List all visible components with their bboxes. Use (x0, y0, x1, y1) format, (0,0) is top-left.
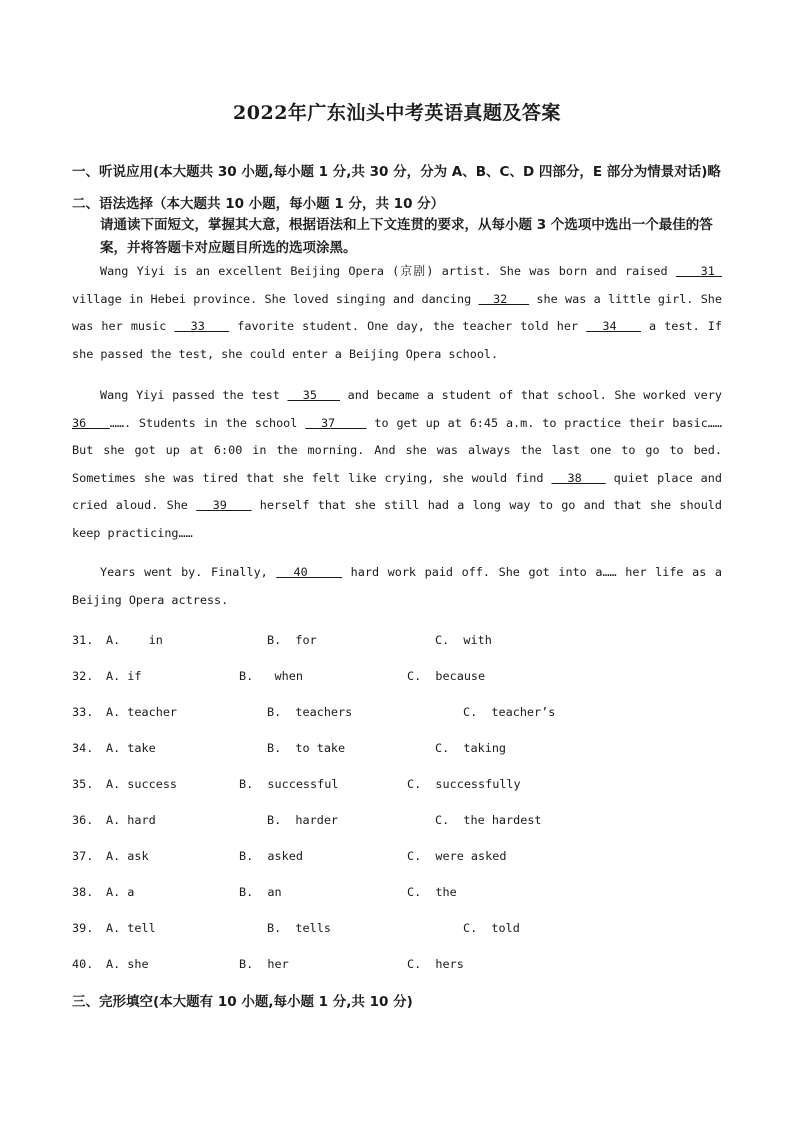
blank-36: 36 (72, 415, 110, 430)
option-c: C. with (435, 633, 492, 647)
blank-37: 37 (305, 415, 367, 430)
passage-text: quiet place and cried aloud. She (72, 470, 722, 512)
option-c: C. the (407, 885, 457, 899)
passage-text: Wang Yiyi is an excellent Beijing Opera (京剧) artist. She was born and raised (100, 264, 676, 278)
option-a: A. she (106, 957, 149, 971)
option-c: C. were asked (407, 849, 507, 863)
passage-text: favorite student. One day, the teacher told her (229, 319, 587, 333)
option-c: C. teacher’s (463, 705, 556, 719)
section-2-instruction: 请通读下面短文，掌握其大意，根据语法和上下文连贯的要求，从每小题 3 个选项中选出一个最佳的答案，并将答题卡对应题目所选的选项涂黑。 (100, 217, 713, 256)
option-a: A. a (106, 885, 135, 899)
question-number: 39. (72, 921, 94, 935)
question-35 (72, 777, 732, 795)
option-b: B. harder (267, 813, 339, 827)
option-b: B. an (239, 885, 282, 899)
option-a: A. in (106, 633, 163, 647)
option-b: B. teachers (267, 705, 353, 719)
option-c: C. hers (407, 957, 464, 971)
option-c: C. the hardest (435, 813, 542, 827)
option-b: B. her (239, 957, 289, 971)
option-b: B. successful (239, 777, 339, 791)
question-number: 40. (72, 957, 94, 971)
document-title: 2022年广东汕头中考英语真题及答案 (233, 102, 561, 124)
question-40 (72, 957, 732, 975)
blank-33: 33 (174, 319, 230, 333)
section-3-heading: 三、完形填空(本大题有 10 小题,每小题 1 分,共 10 分) (72, 994, 413, 1010)
blank-35: 35 (287, 388, 340, 402)
passage-text: to get up at 6:45 a.m. to practice their basic……But she got up at 6:00 in the morning. And she was always the last one to go to bed. Sometimes she was tired that she felt like crying, she would find (72, 415, 723, 485)
option-c: C. because (407, 669, 486, 683)
option-a: A. if (106, 669, 142, 683)
passage-text: herself that she still had a long way to go and that she should keep practicing…… (72, 498, 723, 540)
passage-text: Years went by. Finally, (100, 565, 277, 579)
option-c: C. taking (435, 741, 507, 755)
option-b: B. asked (239, 849, 303, 863)
option-b: B. to take (267, 741, 346, 755)
passage-text: Wang Yiyi passed the test (100, 388, 288, 402)
passage-paragraph-2 (72, 382, 722, 547)
blank-31: 31 (675, 264, 722, 278)
question-38 (72, 885, 732, 903)
question-number: 37. (72, 849, 94, 863)
blank-32: 32 (478, 291, 530, 306)
blank-34: 34 (586, 319, 641, 333)
section-2-heading: 二、语法选择（本大题共 10 小题，每小题 1 分，共 10 分） (72, 196, 445, 212)
option-b: B. for (267, 633, 317, 647)
question-number: 33. (72, 705, 94, 719)
question-number: 35. (72, 777, 94, 791)
option-a: A. teacher (106, 705, 178, 719)
passage-text: and became a student of that school. She worked very (339, 388, 722, 402)
passage-text: village in Hebei province. She loved singing and dancing (72, 291, 479, 306)
question-39 (72, 921, 732, 939)
question-32 (72, 669, 732, 687)
blank-38: 38 (551, 470, 606, 485)
passage-paragraph-3 (72, 559, 722, 614)
option-c: C. successfully (407, 777, 521, 791)
option-a: A. ask (106, 849, 149, 863)
option-a: A. success (106, 777, 178, 791)
question-37 (72, 849, 732, 867)
question-33 (72, 705, 732, 723)
question-31 (72, 633, 732, 651)
option-b: B. tells (267, 921, 331, 935)
question-34 (72, 741, 732, 759)
option-c: C. told (463, 921, 520, 935)
passage-text: she was a little girl. She was her music (72, 291, 723, 333)
passage-text: ……. Students in the school (109, 415, 306, 430)
option-a: A. take (106, 741, 156, 755)
section-1-heading: 一、听说应用(本大题共 30 小题,每小题 1 分,共 30 分，分为 A、B、C、D 四部分，E 部分为情景对话)略 (72, 164, 721, 180)
question-number: 38. (72, 885, 94, 899)
option-a: A. tell (106, 921, 156, 935)
question-36 (72, 813, 732, 831)
option-a: A. hard (106, 813, 156, 827)
passage-paragraph-1 (72, 258, 722, 368)
question-number: 31. (72, 633, 94, 647)
question-number: 32. (72, 669, 94, 683)
question-number: 36. (72, 813, 94, 827)
option-b: B. when (239, 669, 303, 683)
question-number: 34. (72, 741, 94, 755)
blank-39: 39 (196, 498, 252, 512)
passage-text: hard work paid off. She got into a…… her life as a Beijing Opera actress. (72, 565, 722, 607)
passage-text: a test. If she passed the test, she could enter a Beijing Opera school. (72, 319, 723, 361)
blank-40: 40 (276, 565, 343, 579)
